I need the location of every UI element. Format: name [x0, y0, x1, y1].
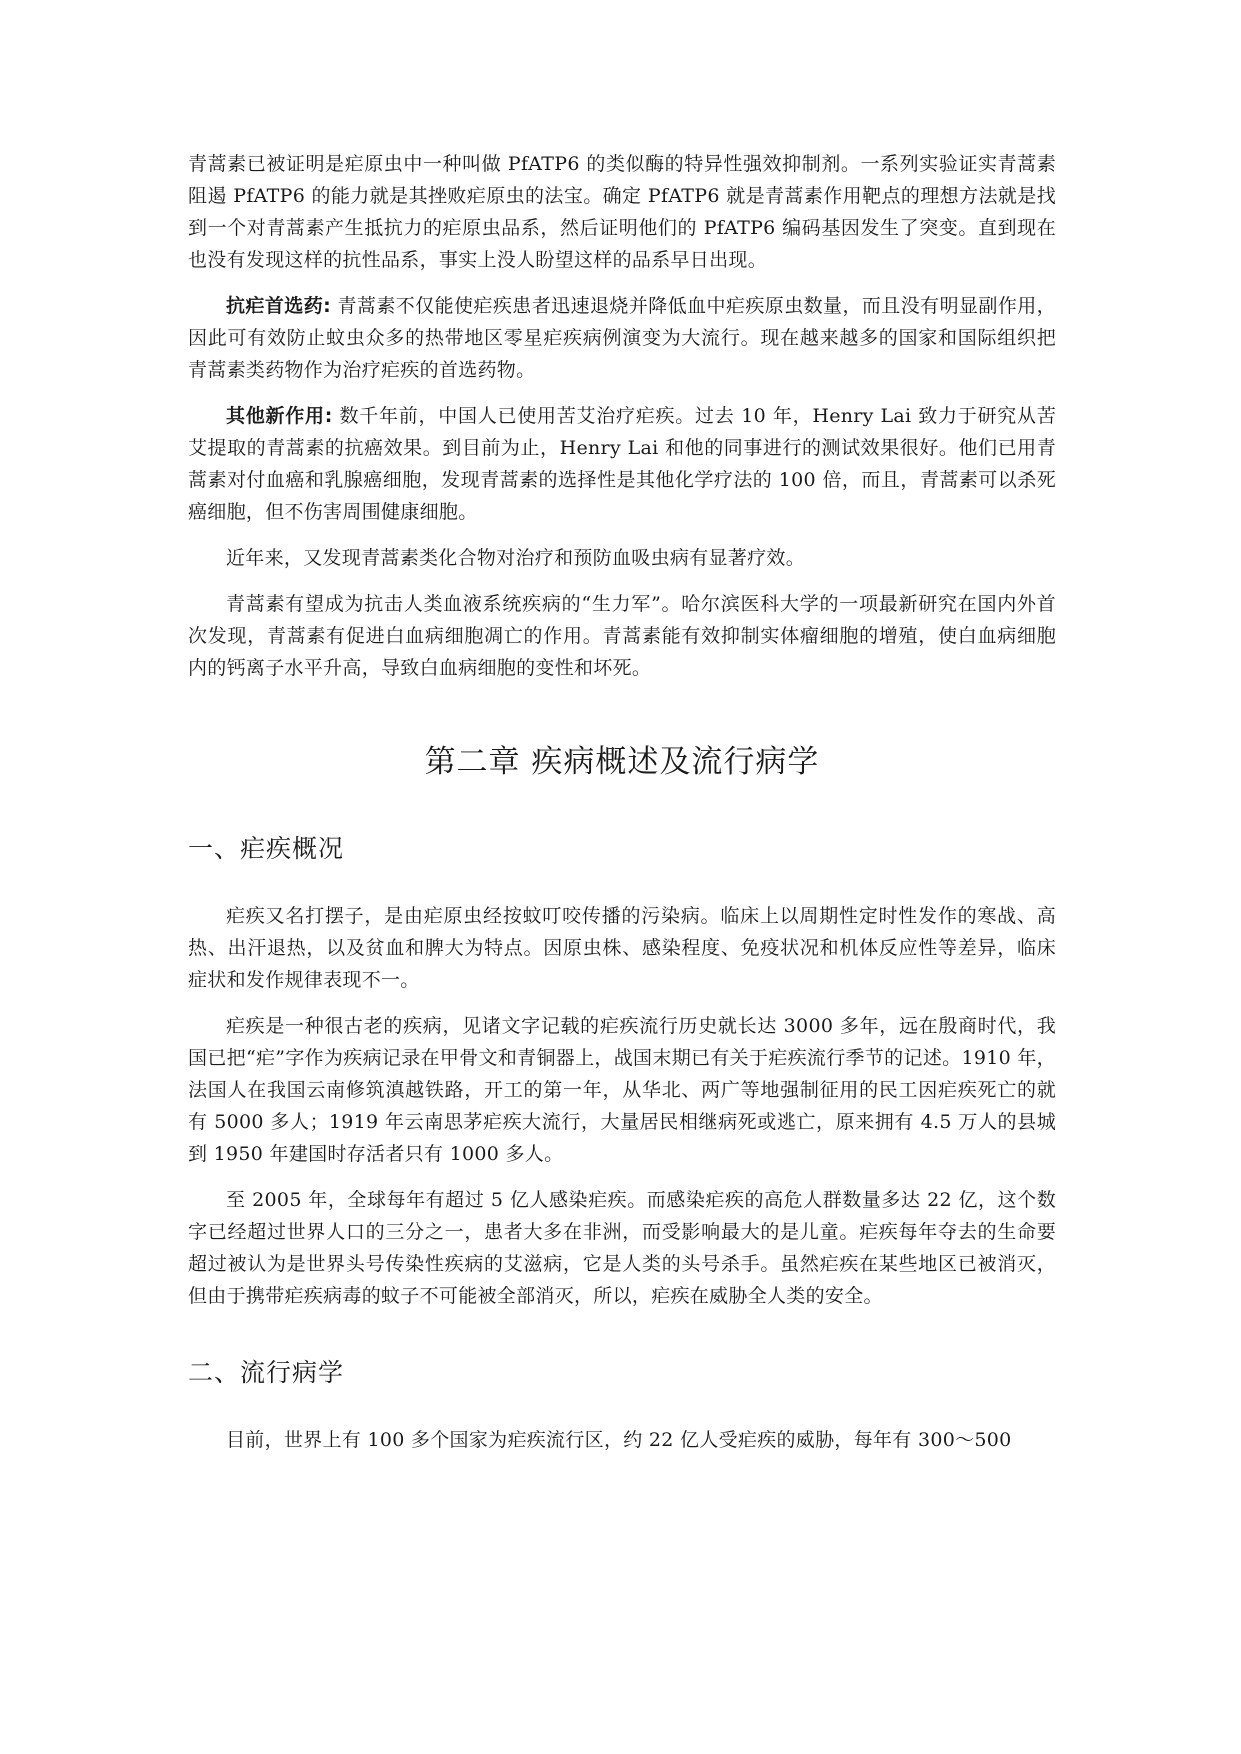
paragraph-text: 青蒿素不仅能使疟疾患者迅速退烧并降低血中疟疾原虫数量，而且没有明显副作用，因此可有效防止蚊虫众多的热带地区零星疟疾病例演变为大流行。现在越来越多的国家和国际组织把青蒿素类药物作为治疗疟疾的首选药物。 — [188, 295, 1056, 381]
paragraph-leukemia: 青蒿素有望成为抗击人类血液系统疾病的“生力军”。哈尔滨医科大学的一项最新研究在国内外首次发现，青蒿素有促进白血病细胞凋亡的作用。青蒿素能有效抑制实体瘤细胞的增殖，使白血病细胞内的钙离子水平升高，导致白血病细胞的变性和坏死。 — [188, 593, 1056, 679]
section-title-epidemiology: 二、流行病学 — [188, 1358, 345, 1387]
section-title-malaria-overview: 一、疟疾概况 — [188, 834, 345, 863]
chapter-title: 第二章 疾病概述及流行病学 — [424, 744, 820, 780]
paragraph-lead-label: 抗疟首选药: — [226, 295, 332, 317]
paragraph-epidemiology-intro: 目前，世界上有 100 多个国家为疟疾流行区，约 22 亿人受疟疾的威胁，每年有 300～500 — [226, 1429, 1012, 1451]
paragraph-schistosomiasis: 近年来，又发现青蒿素类化合物对治疗和预防血吸虫病有显著疗效。 — [226, 547, 806, 569]
paragraph-malaria-global: 至 2005 年，全球每年有超过 5 亿人感染疟疾。而感染疟疾的高危人群数量多达 22 亿，这个数字已经超过世界人口的三分之一，患者大多在非洲，而受影响最大的是儿童。疟疾每年夺去的生命要超过被认为是世界头号传染性疾病的艾滋病，它是人类的头号杀手。虽然疟疾在某些地区已被消灭，但由于携带疟疾病毒的蚊子不可能被全部消灭，所以，疟疾在威胁全人类的安全。 — [188, 1189, 1056, 1307]
paragraph-text: 数千年前，中国人已使用苦艾治疗疟疾。过去 10 年，Henry Lai 致力于研究从苦艾提取的青蒿素的抗癌效果。到目前为止，Henry Lai 和他的同事进行的测试效果很好。他们已用青蒿素对付血癌和乳腺癌细胞，发现青蒿素的选择性是其他化学疗法的 100 倍，而且，青蒿素可以杀死癌细胞，但不伤害周围健康细胞。 — [188, 405, 1056, 523]
paragraph-artemisinin-pfatp6: 青蒿素已被证明是疟原虫中一种叫做 PfATP6 的类似酶的特异性强效抑制剂。一系列实验证实青蒿素阻遏 PfATP6 的能力就是其挫败疟原虫的法宝。确定 PfATP6 就是青蒿素作用靶点的理想方法就是找到一个对青蒿素产生抵抗力的疟原虫品系，然后证明他们的 PfATP6 编码基因发生了突变。直到现在也没有发现这样的抗性品系，事实上没人盼望这样的品系早日出现。 — [188, 153, 1056, 271]
paragraph-first-choice-drug — [188, 290, 1056, 386]
document-body — [188, 148, 1056, 1470]
paragraph-lead-label: 其他新作用: — [226, 405, 333, 427]
paragraph-other-new-uses — [188, 400, 1056, 528]
paragraph-malaria-definition: 疟疾又名打摆子，是由疟原虫经按蚊叮咬传播的污染病。临床上以周期性定时性发作的寒战、高热、出汗退热，以及贫血和脾大为特点。因原虫株、感染程度、免疫状况和机体反应性等差异，临床症状和发作规律表现不一。 — [188, 905, 1056, 991]
paragraph-malaria-history: 疟疾是一种很古老的疾病，见诸文字记载的疟疾流行历史就长达 3000 多年，远在殷商时代，我国已把“疟”字作为疾病记录在甲骨文和青铜器上，战国末期已有关于疟疾流行季节的记述。1910 年，法国人在我国云南修筑滇越铁路，开工的第一年，从华北、两广等地强制征用的民工因疟疾死亡的就有 5000 多人；1919 年云南思茅疟疾大流行，大量居民相继病死或逃亡，原来拥有 4.5 万人的县城到 1950 年建国时存活者只有 1000 多人。 — [188, 1015, 1056, 1165]
